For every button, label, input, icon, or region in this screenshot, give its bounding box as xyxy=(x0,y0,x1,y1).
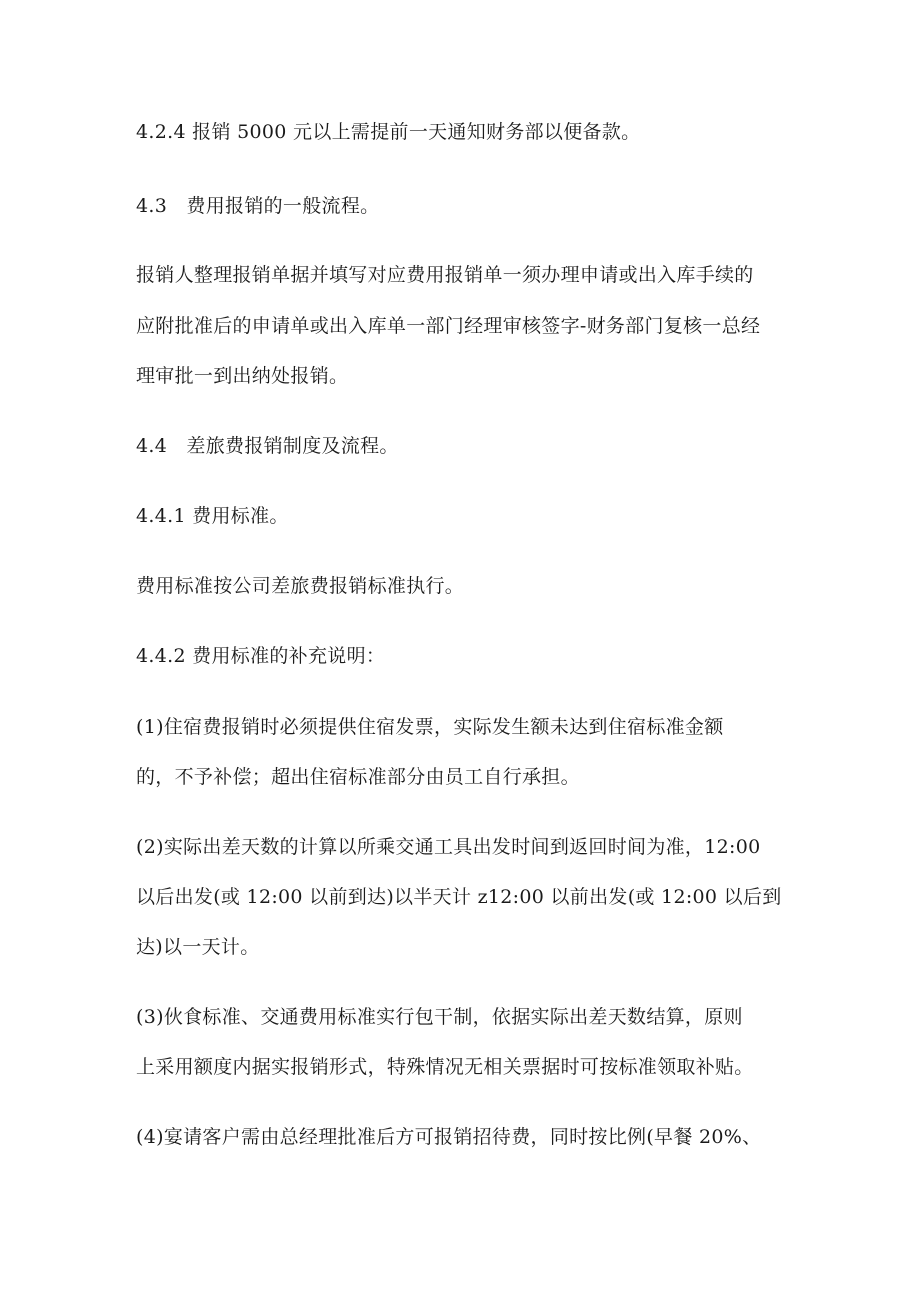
item-3-line-1: (3)伙食标准、交通费用标准实行包干制，依据实际出差天数结算，原则 xyxy=(136,1006,743,1028)
item-1-line-2: 的，不予补偿；超出住宿标准部分由员工自行承担。 xyxy=(136,766,580,788)
item-3-line-2: 上采用额度内据实报销形式，特殊情况无相关票据时可按标准领取补贴。 xyxy=(136,1056,754,1078)
process-line-2: 应附批准后的申请单或出入库单一部门经理审核签字-财务部门复核一总经 xyxy=(136,315,761,337)
process-line-3: 理审批一到出纳处报销。 xyxy=(136,365,349,387)
section-4-2-4-line-1: 4.2.4 报销 5000 元以上需提前一天通知财务部以便备款。 xyxy=(136,121,641,143)
item-4-line-1: (4)宴请客户需由总经理批准后方可报销招待费，同时按比例(早餐 20%、 xyxy=(136,1126,762,1148)
section-4-4-1-heading: 4.4.1 费用标准。 xyxy=(136,505,289,527)
standard-statement: 费用标准按公司差旅费报销标准执行。 xyxy=(136,575,465,597)
process-line-1: 报销人整理报销单据并填写对应费用报销单一须办理申请或出入库手续的 xyxy=(136,264,754,286)
section-4-4-2-heading: 4.4.2 费用标准的补充说明： xyxy=(136,645,386,667)
item-2-line-1: (2)实际出差天数的计算以所乘交通工具出发时间到返回时间为准，12:00 xyxy=(136,836,761,858)
section-4-4-heading: 4.4 差旅费报销制度及流程。 xyxy=(136,435,399,457)
item-2-line-2: 以后出发(或 12:00 以前到达)以半天计 z12:00 以前出发(或 12:00 以后到 xyxy=(136,886,782,908)
item-2-line-3: 达)以一天计。 xyxy=(136,936,260,958)
section-4-3-heading: 4.3 费用报销的一般流程。 xyxy=(136,195,380,217)
item-1-line-1: (1)住宿费报销时必须提供住宿发票，实际发生额未达到住宿标准金额 xyxy=(136,716,724,738)
